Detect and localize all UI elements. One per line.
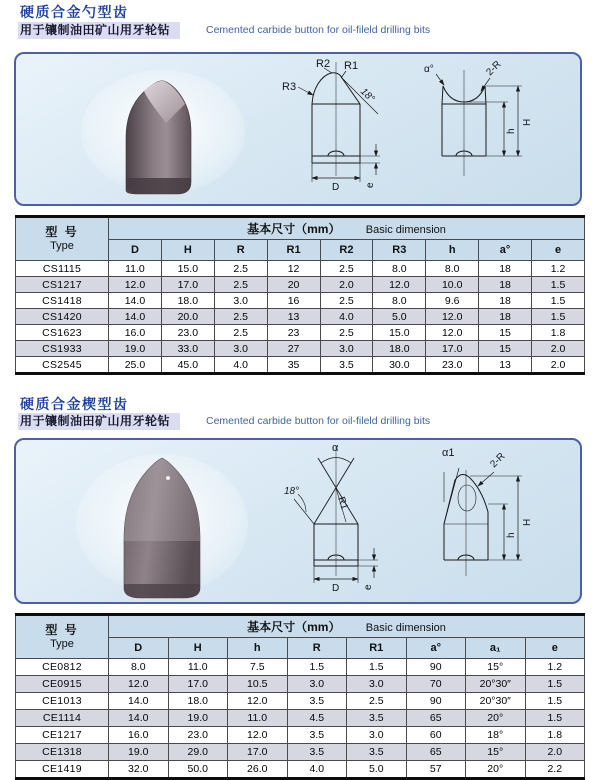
value-cell: 20° [466, 710, 526, 727]
value-cell: 15° [466, 744, 526, 761]
value-cell: 5.0 [373, 309, 426, 325]
type-cell: CS1217 [16, 277, 109, 293]
value-cell: 1.5 [532, 309, 585, 325]
value-cell: 19.0 [168, 710, 228, 727]
value-cell: 18.0 [161, 293, 214, 309]
table-row [16, 676, 585, 693]
value-cell: 14.0 [109, 693, 169, 710]
label-h: h [506, 532, 517, 538]
label-2R: 2-R [484, 58, 504, 79]
value-cell: 14.0 [109, 309, 162, 325]
value-cell: 20°30″ [466, 676, 526, 693]
column-header: R2 [320, 240, 373, 261]
value-cell: 15.0 [373, 325, 426, 341]
value-cell: 20°30″ [466, 693, 526, 710]
value-cell: 19.0 [109, 744, 169, 761]
value-cell: 16 [267, 293, 320, 309]
value-cell: 3.0 [347, 727, 407, 744]
label-e: e [365, 182, 376, 188]
column-header: R [214, 240, 267, 261]
column-header: e [525, 638, 585, 659]
label-D: D [332, 182, 340, 193]
value-cell: 4.5 [287, 710, 347, 727]
value-cell: 9.6 [426, 293, 479, 309]
value-cell: 18.0 [168, 693, 228, 710]
value-cell: 14.0 [109, 710, 169, 727]
value-cell: 2.5 [214, 309, 267, 325]
value-cell: 50.0 [168, 761, 228, 779]
type-header-en: Type [50, 240, 74, 252]
label-alpha1: α1 [442, 447, 455, 459]
value-cell: 26.0 [228, 761, 288, 779]
value-cell: 1.5 [347, 659, 407, 676]
table-row [16, 261, 585, 277]
column-header: a° [406, 638, 466, 659]
type-cell: CE0812 [16, 659, 109, 676]
value-cell: 18 [479, 277, 532, 293]
value-cell: 2.5 [320, 293, 373, 309]
value-cell: 3.5 [287, 693, 347, 710]
value-cell: 1.2 [525, 659, 585, 676]
value-cell: 23.0 [168, 727, 228, 744]
value-cell: 20.0 [161, 309, 214, 325]
type-cell: CS1418 [16, 293, 109, 309]
value-cell: 90 [406, 693, 466, 710]
type-cell: CE1013 [16, 693, 109, 710]
header-row-1 [16, 217, 585, 240]
label-H: H [522, 518, 533, 526]
value-cell: 11.0 [168, 659, 228, 676]
value-cell: 12.0 [228, 727, 288, 744]
column-header: R1 [347, 638, 407, 659]
table-row [16, 341, 585, 357]
value-cell: 7.5 [228, 659, 288, 676]
value-cell: 2.5 [214, 261, 267, 277]
type-header-zh: 型 号 [45, 623, 79, 637]
value-cell: 12.0 [228, 693, 288, 710]
column-header: e [532, 240, 585, 261]
column-header: R [287, 638, 347, 659]
value-cell: 12.0 [109, 277, 162, 293]
value-cell: 19.0 [109, 341, 162, 357]
subtitle-row [18, 21, 430, 38]
value-cell: 60 [406, 727, 466, 744]
label-H: H [522, 118, 533, 126]
type-cell: CS1420 [16, 309, 109, 325]
type-cell: CE1419 [16, 761, 109, 779]
value-cell: 20° [466, 761, 526, 779]
figure-box [14, 52, 582, 206]
dim-header-zh: 基本尺寸（mm） [247, 620, 341, 634]
value-cell: 10.0 [426, 277, 479, 293]
column-header: H [168, 638, 228, 659]
table-row [16, 293, 585, 309]
column-header: D [109, 240, 162, 261]
value-cell: 15.0 [161, 261, 214, 277]
column-header: a° [479, 240, 532, 261]
section-title: 硬质合金勺型齿 [20, 4, 129, 20]
dimension-header [109, 217, 585, 240]
value-cell: 4.0 [320, 309, 373, 325]
technical-drawing-wedge [276, 442, 576, 602]
button-base-band [124, 584, 200, 598]
label-R2: R2 [316, 58, 331, 70]
value-cell: 1.2 [532, 261, 585, 277]
table-row [16, 744, 585, 761]
value-cell: 65 [406, 744, 466, 761]
value-cell: 18.0 [373, 341, 426, 357]
value-cell: 3.5 [347, 710, 407, 727]
value-cell: 3.5 [287, 727, 347, 744]
value-cell: 3.5 [287, 744, 347, 761]
value-cell: 2.5 [214, 277, 267, 293]
type-cell: CE1114 [16, 710, 109, 727]
technical-drawing-spoon [276, 56, 576, 202]
value-cell: 4.0 [214, 357, 267, 374]
label-18deg: 18° [357, 86, 377, 105]
type-cell: CE1217 [16, 727, 109, 744]
value-cell: 17.0 [161, 277, 214, 293]
value-cell: 12.0 [426, 309, 479, 325]
value-cell: 8.0 [373, 261, 426, 277]
column-header: h [228, 638, 288, 659]
dimension-header [109, 615, 585, 638]
dim-header-en: Basic dimension [365, 224, 446, 236]
subtitle-zh: 用于镶制油田矿山用牙轮钻 [18, 22, 180, 39]
value-cell: 23 [267, 325, 320, 341]
table-row [16, 357, 585, 374]
value-cell: 12.0 [426, 325, 479, 341]
value-cell: 18 [479, 309, 532, 325]
column-header: H [161, 240, 214, 261]
value-cell: 17.0 [426, 341, 479, 357]
value-cell: 30.0 [373, 357, 426, 374]
label-alpha: α [332, 442, 339, 454]
label-18deg: 18° [284, 486, 300, 497]
value-cell: 18 [479, 293, 532, 309]
value-cell: 18° [466, 727, 526, 744]
label-h: h [506, 128, 517, 134]
product-photo-spoon-button [78, 60, 248, 202]
value-cell: 57 [406, 761, 466, 779]
table-row [16, 325, 585, 341]
value-cell: 4.0 [287, 761, 347, 779]
table-body [16, 659, 585, 779]
type-cell: CS1623 [16, 325, 109, 341]
type-cell: CE1318 [16, 744, 109, 761]
value-cell: 65 [406, 710, 466, 727]
figure-box [14, 438, 582, 604]
subtitle-row [18, 412, 430, 429]
label-alpha: α° [424, 64, 434, 75]
value-cell: 32.0 [109, 761, 169, 779]
label-R1: R1 [335, 495, 350, 512]
value-cell: 16.0 [109, 325, 162, 341]
value-cell: 8.0 [426, 261, 479, 277]
type-column-header [16, 615, 109, 659]
value-cell: 11.0 [109, 261, 162, 277]
value-cell: 15 [479, 341, 532, 357]
value-cell: 23.0 [426, 357, 479, 374]
value-cell: 1.5 [525, 693, 585, 710]
table-row [16, 277, 585, 293]
column-header: R1 [267, 240, 320, 261]
value-cell: 90 [406, 659, 466, 676]
type-cell: CS1933 [16, 341, 109, 357]
value-cell: 3.5 [347, 744, 407, 761]
value-cell: 18 [479, 261, 532, 277]
value-cell: 8.0 [109, 659, 169, 676]
column-header: h [426, 240, 479, 261]
table-row [16, 693, 585, 710]
value-cell: 70 [406, 676, 466, 693]
label-2R: 2-R [488, 450, 508, 471]
spec-table-wedge [15, 613, 585, 780]
value-cell: 3.0 [214, 341, 267, 357]
value-cell: 17.0 [168, 676, 228, 693]
dim-header-en: Basic dimension [365, 622, 446, 634]
type-header-zh: 型 号 [45, 225, 79, 239]
table-row [16, 727, 585, 744]
value-cell: 3.0 [320, 341, 373, 357]
value-cell: 12 [267, 261, 320, 277]
value-cell: 3.0 [347, 676, 407, 693]
value-cell: 15° [466, 659, 526, 676]
label-e: e [363, 584, 374, 590]
table-row [16, 710, 585, 727]
value-cell: 2.0 [320, 277, 373, 293]
header-row-1 [16, 615, 585, 638]
value-cell: 1.5 [532, 293, 585, 309]
value-cell: 33.0 [161, 341, 214, 357]
dim-header-zh: 基本尺寸（mm） [247, 222, 341, 236]
type-cell: CE0915 [16, 676, 109, 693]
value-cell: 2.5 [214, 325, 267, 341]
value-cell: 3.0 [287, 676, 347, 693]
value-cell: 2.2 [525, 761, 585, 779]
value-cell: 14.0 [109, 293, 162, 309]
spec-table-spoon [15, 215, 585, 375]
value-cell: 2.5 [320, 325, 373, 341]
value-cell: 17.0 [228, 744, 288, 761]
value-cell: 11.0 [228, 710, 288, 727]
value-cell: 29.0 [168, 744, 228, 761]
table-row [16, 761, 585, 779]
value-cell: 27 [267, 341, 320, 357]
label-R1: R1 [344, 60, 359, 72]
label-D: D [332, 583, 340, 594]
value-cell: 1.5 [525, 676, 585, 693]
value-cell: 25.0 [109, 357, 162, 374]
value-cell: 2.5 [320, 261, 373, 277]
value-cell: 2.0 [532, 341, 585, 357]
value-cell: 2.0 [525, 744, 585, 761]
type-cell: CS1115 [16, 261, 109, 277]
value-cell: 12.0 [373, 277, 426, 293]
value-cell: 1.8 [525, 727, 585, 744]
value-cell: 1.5 [287, 659, 347, 676]
value-cell: 1.5 [525, 710, 585, 727]
value-cell: 1.5 [532, 277, 585, 293]
type-cell: CS2545 [16, 357, 109, 374]
button-base-band [126, 178, 191, 194]
value-cell: 2.0 [532, 357, 585, 374]
column-header: a₁ [466, 638, 526, 659]
value-cell: 3.5 [320, 357, 373, 374]
value-cell: 10.5 [228, 676, 288, 693]
value-cell: 35 [267, 357, 320, 374]
table-body [16, 261, 585, 374]
value-cell: 2.5 [347, 693, 407, 710]
value-cell: 45.0 [161, 357, 214, 374]
type-column-header [16, 217, 109, 261]
value-cell: 3.0 [214, 293, 267, 309]
label-R3: R3 [282, 81, 297, 93]
value-cell: 12.0 [109, 676, 169, 693]
value-cell: 20 [267, 277, 320, 293]
table-row [16, 309, 585, 325]
table-row [16, 659, 585, 676]
type-header-en: Type [50, 638, 74, 650]
section-wedge-type [0, 392, 600, 780]
value-cell: 16.0 [109, 727, 169, 744]
value-cell: 23.0 [161, 325, 214, 341]
section-title: 硬质合金楔型齿 [20, 396, 129, 412]
value-cell: 13 [267, 309, 320, 325]
value-cell: 8.0 [373, 293, 426, 309]
value-cell: 15 [479, 325, 532, 341]
subtitle-zh: 用于镶制油田矿山用牙轮钻 [18, 413, 180, 430]
subtitle-en: Cemented carbide button for oil-fileld drilling bits [206, 24, 431, 36]
value-cell: 5.0 [347, 761, 407, 779]
product-photo-wedge-button [72, 444, 252, 604]
column-header: D [109, 638, 169, 659]
column-header: R3 [373, 240, 426, 261]
subtitle-en: Cemented carbide button for oil-fileld drilling bits [206, 415, 431, 427]
value-cell: 1.8 [532, 325, 585, 341]
value-cell: 13 [479, 357, 532, 374]
specular-highlight [166, 476, 170, 480]
